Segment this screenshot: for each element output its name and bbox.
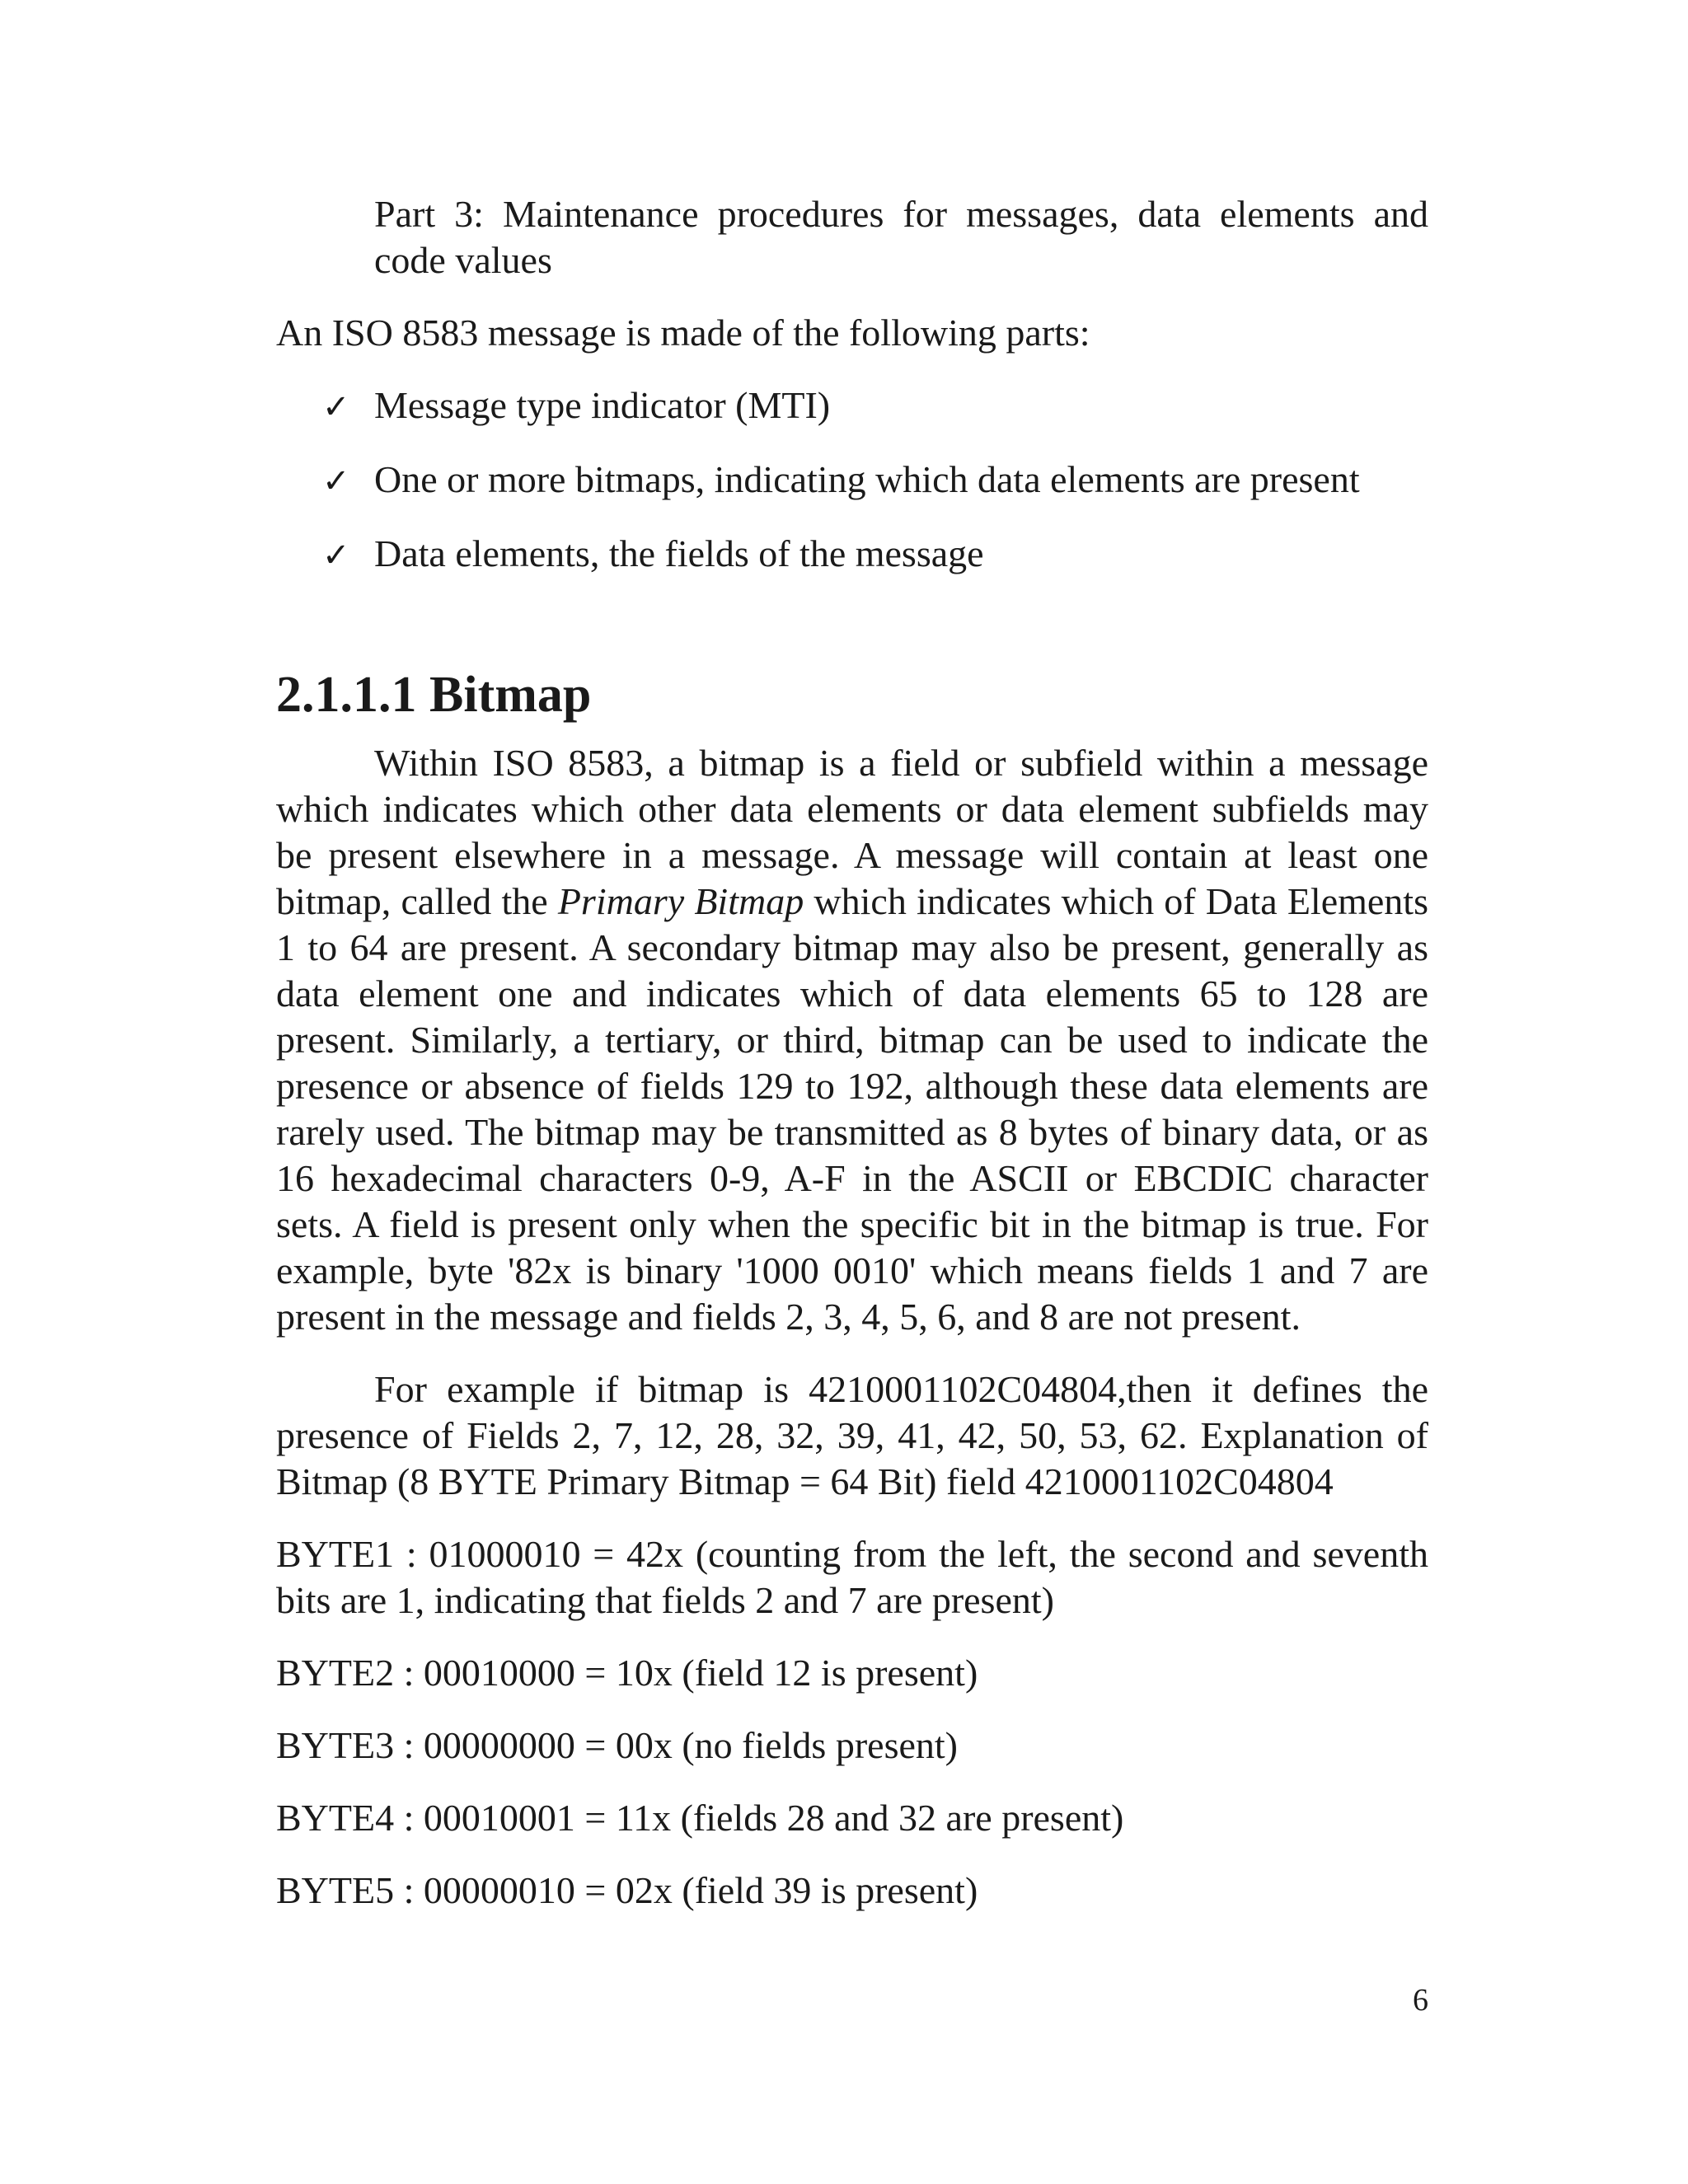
byte-explanation: BYTE2 : 00010000 = 10x (field 12 is present) [276,1652,978,1694]
byte-explanation: BYTE1 : 01000010 = 42x (counting from the left, the second and seventh bits are 1, indicating that fields 2 and 7 are present) [276,1533,1428,1621]
page-content [276,191,1428,1914]
list-item [322,531,1428,579]
paragraph-text: which indicates which of Data Elements 1 to 64 are present. A secondary bitmap may also be present, generally as data element one and indicates which of data elements 65 to 128 are present. Similarly, a tertiary, or third, bitmap can be used to indicate the presence or absence of fields 129 to 192, although these data elements are rarely used. The bitmap may be transmitted as 8 bytes of binary data, or as 16 hexadecimal characters 0-9, A-F in the ASCII or EBCDIC character sets. A field is present only when the specific bit in the bitmap is true. For example, byte '82x is binary '1000 0010' which means fields 1 and 7 are present in the message and fields 2, 3, 4, 5, 6, and 8 are not present. [276,880,1428,1338]
section-heading: 2.1.1.1 Bitmap [276,667,592,723]
bitmap-paragraph [276,740,1428,1340]
checkmark-icon: ✓ [322,462,350,500]
example-paragraph: For example if bitmap is 4210001102C04804,then it defines the presence of Fields 2, 7, 12, 28, 32, 39, 41, 42, 50, 53, 62. Explanation of Bitmap (8 BYTE Primary Bitmap = 64 Bit) field 4210001102C04804 [276,1368,1428,1502]
page-number: 6 [1413,1983,1428,2018]
paragraph-text: Within ISO 8583, a bitmap is a field or subfield within a message which indicates which other data elements or data element subfields may be present elsewhere in a message. A message will contain at least one bitmap, called the [276,742,1428,922]
byte-explanation: BYTE4 : 00010001 = 11x (fields 28 and 32 are present) [276,1797,1124,1839]
intro-sentence: An ISO 8583 message is made of the following parts: [276,312,1090,354]
checkmark-icon: ✓ [322,388,350,426]
list-item-text: Data elements, the fields of the message [374,532,984,574]
list-item [322,382,1428,430]
byte-explanation: BYTE3 : 00000000 = 00x (no fields present) [276,1724,958,1766]
list-item [322,457,1428,504]
checkmark-icon: ✓ [322,537,350,574]
list-item-text: One or more bitmaps, indicating which data elements are present [374,458,1360,500]
continued-list-item: Part 3: Maintenance procedures for messages, data elements and code values [374,193,1428,281]
list-item-text: Message type indicator (MTI) [374,384,831,426]
message-parts-list [322,382,1428,579]
byte-explanation: BYTE5 : 00000010 = 02x (field 39 is present) [276,1869,978,1911]
primary-bitmap-term: Primary Bitmap [557,880,804,922]
